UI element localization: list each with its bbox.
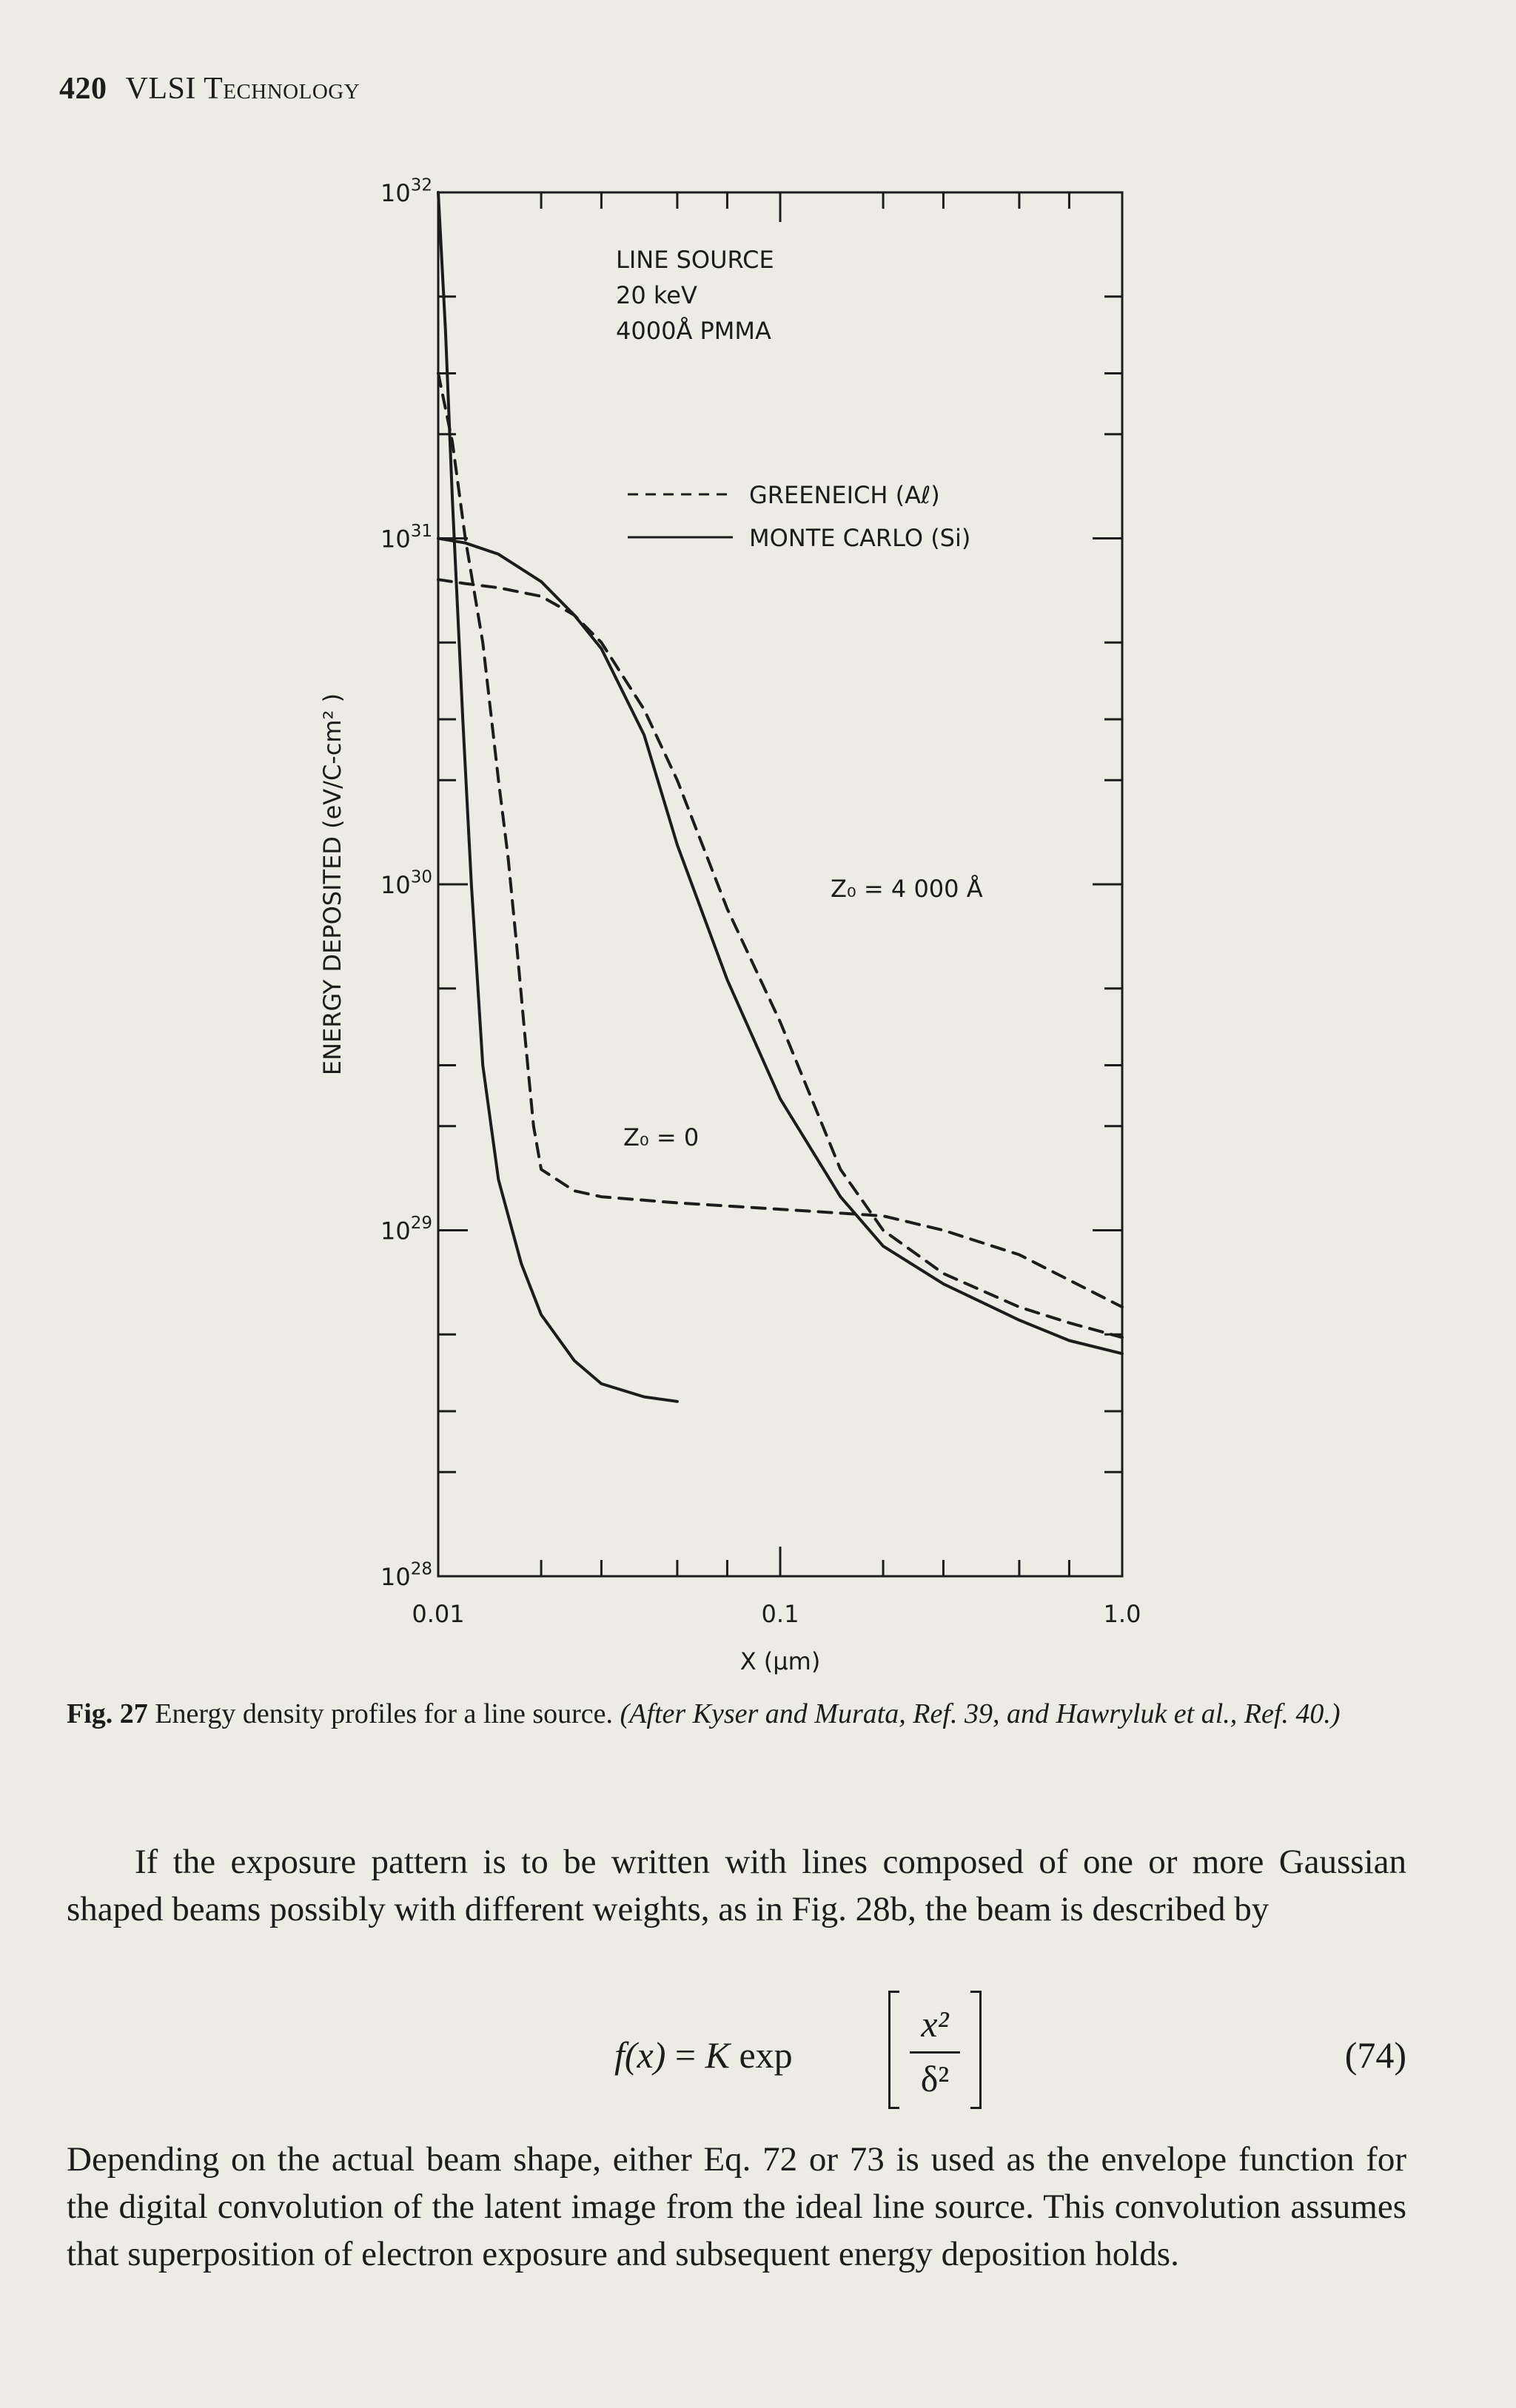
equation-body <box>614 2034 793 2076</box>
equation-74 <box>67 1991 1406 2124</box>
equation-k: K <box>705 2034 730 2076</box>
y-tick-label: $10^{31}$ <box>380 522 432 554</box>
x-tick-label: 0.1 <box>761 1600 799 1628</box>
plot-frame <box>438 192 1122 1576</box>
body-paragraph-1: If the exposure pattern is to be written with lines composed of one or more Gaussian shaped beams possibly with different weights, as in Fig. 28b, the beam is described by <box>67 1843 1406 1928</box>
equation-lhs: f(x) <box>614 2034 666 2076</box>
caption-text: Energy density profiles for a line source. <box>155 1698 614 1729</box>
curve-label-z4000: Z₀ = 4 000 Å <box>831 875 983 903</box>
figure-caption <box>67 1695 1399 1733</box>
plot-curves <box>438 192 1122 1402</box>
x-tick-label: 0.01 <box>412 1600 465 1628</box>
caption-label: Fig. 27 <box>67 1698 148 1729</box>
y-tick-label: $10^{30}$ <box>380 867 432 899</box>
caption-source: (After Kyser and Murata, Ref. 39, and Hawryluk et al., Ref. 40.) <box>620 1698 1341 1729</box>
body-paragraph-2: Depending on the actual beam shape, either Eq. 72 or 73 is used as the envelope function for the digital convolution of the latent image from the ideal line source. This convolution assumes that superposition of electron exposure and subsequent energy deposition holds. <box>67 2140 1406 2273</box>
fraction-rule <box>910 2051 960 2054</box>
x-tick-label: 1.0 <box>1103 1600 1141 1628</box>
book-title: VLSI Technology <box>125 72 360 106</box>
equation-exp: exp <box>739 2034 793 2076</box>
y-tick-label: $10^{32}$ <box>380 175 432 207</box>
plot-axes <box>438 192 1122 1576</box>
equation-equals: = <box>674 2034 697 2076</box>
equation-fraction <box>888 1991 982 2109</box>
series-line-2 <box>438 539 1122 1354</box>
legend-dashed-label: GREENEICH (Aℓ) <box>749 481 940 509</box>
equation-denominator: δ² <box>920 2058 950 2099</box>
y-tick-label: $10^{29}$ <box>380 1214 432 1245</box>
curve-label-z0: Z₀ = 0 <box>623 1123 700 1151</box>
series-line-0 <box>438 192 677 1402</box>
annotation-line: 20 keV <box>616 281 697 309</box>
legend-solid-label: MONTE CARLO (Si) <box>749 524 971 552</box>
y-axis-label: ENERGY DEPOSITED (eV/C-cm² ) <box>318 693 346 1076</box>
equation-number: (74) <box>1344 2034 1406 2076</box>
equation-numerator: x² <box>921 2003 949 2045</box>
plot-labels <box>318 176 1141 1675</box>
series-line-3 <box>438 579 1122 1337</box>
annotation-line: LINE SOURCE <box>616 246 774 274</box>
page-number: 420 <box>59 72 107 106</box>
x-axis-label: X (µm) <box>739 1647 821 1675</box>
y-tick-label: $10^{28}$ <box>380 1559 432 1591</box>
annotation-line: 4000Å PMMA <box>616 317 771 345</box>
series-line-1 <box>438 373 1122 1307</box>
